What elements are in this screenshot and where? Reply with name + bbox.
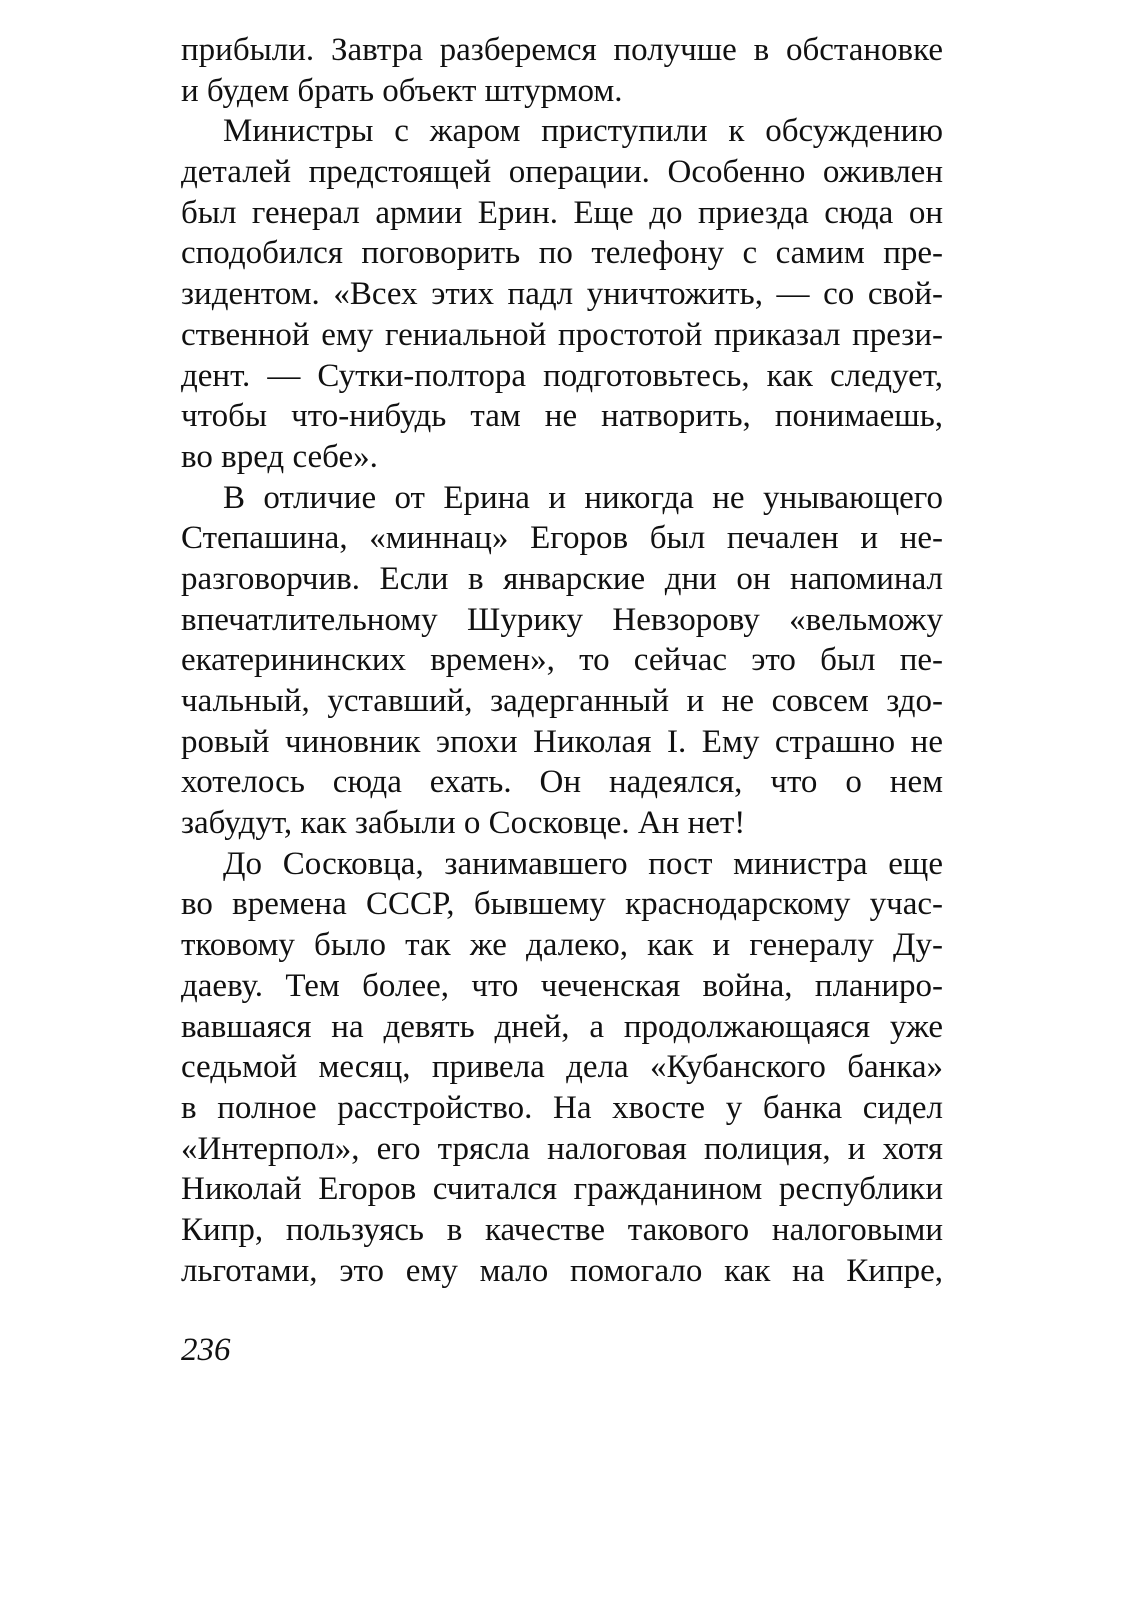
- paragraph: [181, 844, 943, 1292]
- text-line: в полное расстройство. На хвосте у банка сидел: [181, 1089, 943, 1126]
- text-line: вавшаяся на девять дней, а продолжающаяся уже: [181, 1008, 943, 1045]
- paragraph: [181, 30, 943, 111]
- text-line: льготами, это ему мало помогало как на Кипре,: [181, 1252, 943, 1289]
- paragraph: [181, 111, 943, 477]
- text-line: во времена СССР, бывшему краснодарскому учас-: [181, 886, 943, 923]
- text-line: Николай Егоров считался гражданином республики: [181, 1171, 943, 1208]
- text-line: «Интерпол», его трясла налоговая полиция, и хотя: [181, 1130, 943, 1167]
- text-line: Министры с жаром приступили к обсуждению: [223, 113, 943, 150]
- text-line: В отличие от Ерина и никогда не унывающего: [223, 479, 943, 516]
- text-line: чтобы что-нибудь там не натворить, понимаешь,: [181, 398, 943, 435]
- paragraph: [181, 478, 943, 844]
- text-line: До Сосковца, занимавшего пост министра еще: [223, 845, 943, 882]
- text-line: зидентом. «Всех этих падл уничтожить, — со свой-: [181, 276, 943, 313]
- text-line: дент. — Сутки-полтора подготовьтесь, как следует,: [181, 357, 943, 394]
- page-body: [181, 30, 943, 1291]
- text-line: хотелось сюда ехать. Он надеялся, что о нем: [181, 764, 943, 801]
- text-line: разговорчив. Если в январские дни он напоминал: [181, 560, 943, 597]
- text-line: Степашина, «миннац» Егоров был печален и не-: [181, 520, 943, 557]
- text-line: тковому было так же далеко, как и генералу Ду-: [181, 927, 943, 964]
- text-line: чальный, уставший, задерганный и не совсем здо-: [181, 683, 943, 719]
- text-line: впечатлительному Шурику Невзорову «вельможу: [181, 601, 943, 638]
- text-line: ровый чиновник эпохи Николая I. Ему страшно не: [181, 723, 943, 760]
- text-line: и будем брать объект штурмом.: [181, 72, 623, 109]
- text-line: Кипр, пользуясь в качестве такового налоговыми: [181, 1211, 943, 1248]
- text-line: забудут, как забыли о Сосковце. Ан нет!: [181, 805, 746, 842]
- text-line: ственной ему гениальной простотой приказал прези-: [181, 316, 943, 353]
- text-line: седьмой месяц, привела дела «Кубанского банка»: [181, 1049, 943, 1086]
- page-number: 236: [181, 1332, 231, 1368]
- text-line: прибыли. Завтра разберемся получше в обстановке: [181, 32, 943, 68]
- text-line: екатерининских времен», то сейчас это был пе-: [181, 642, 943, 679]
- text-line: был генерал армии Ерин. Еще до приезда сюда он: [181, 194, 943, 231]
- text-line: даеву. Тем более, что чеченская война, планиро-: [181, 967, 943, 1004]
- text-line: во вред себе».: [181, 438, 378, 475]
- text-line: деталей предстоящей операции. Особенно оживлен: [181, 154, 943, 191]
- text-line: сподобился поговорить по телефону с самим пре-: [181, 235, 943, 272]
